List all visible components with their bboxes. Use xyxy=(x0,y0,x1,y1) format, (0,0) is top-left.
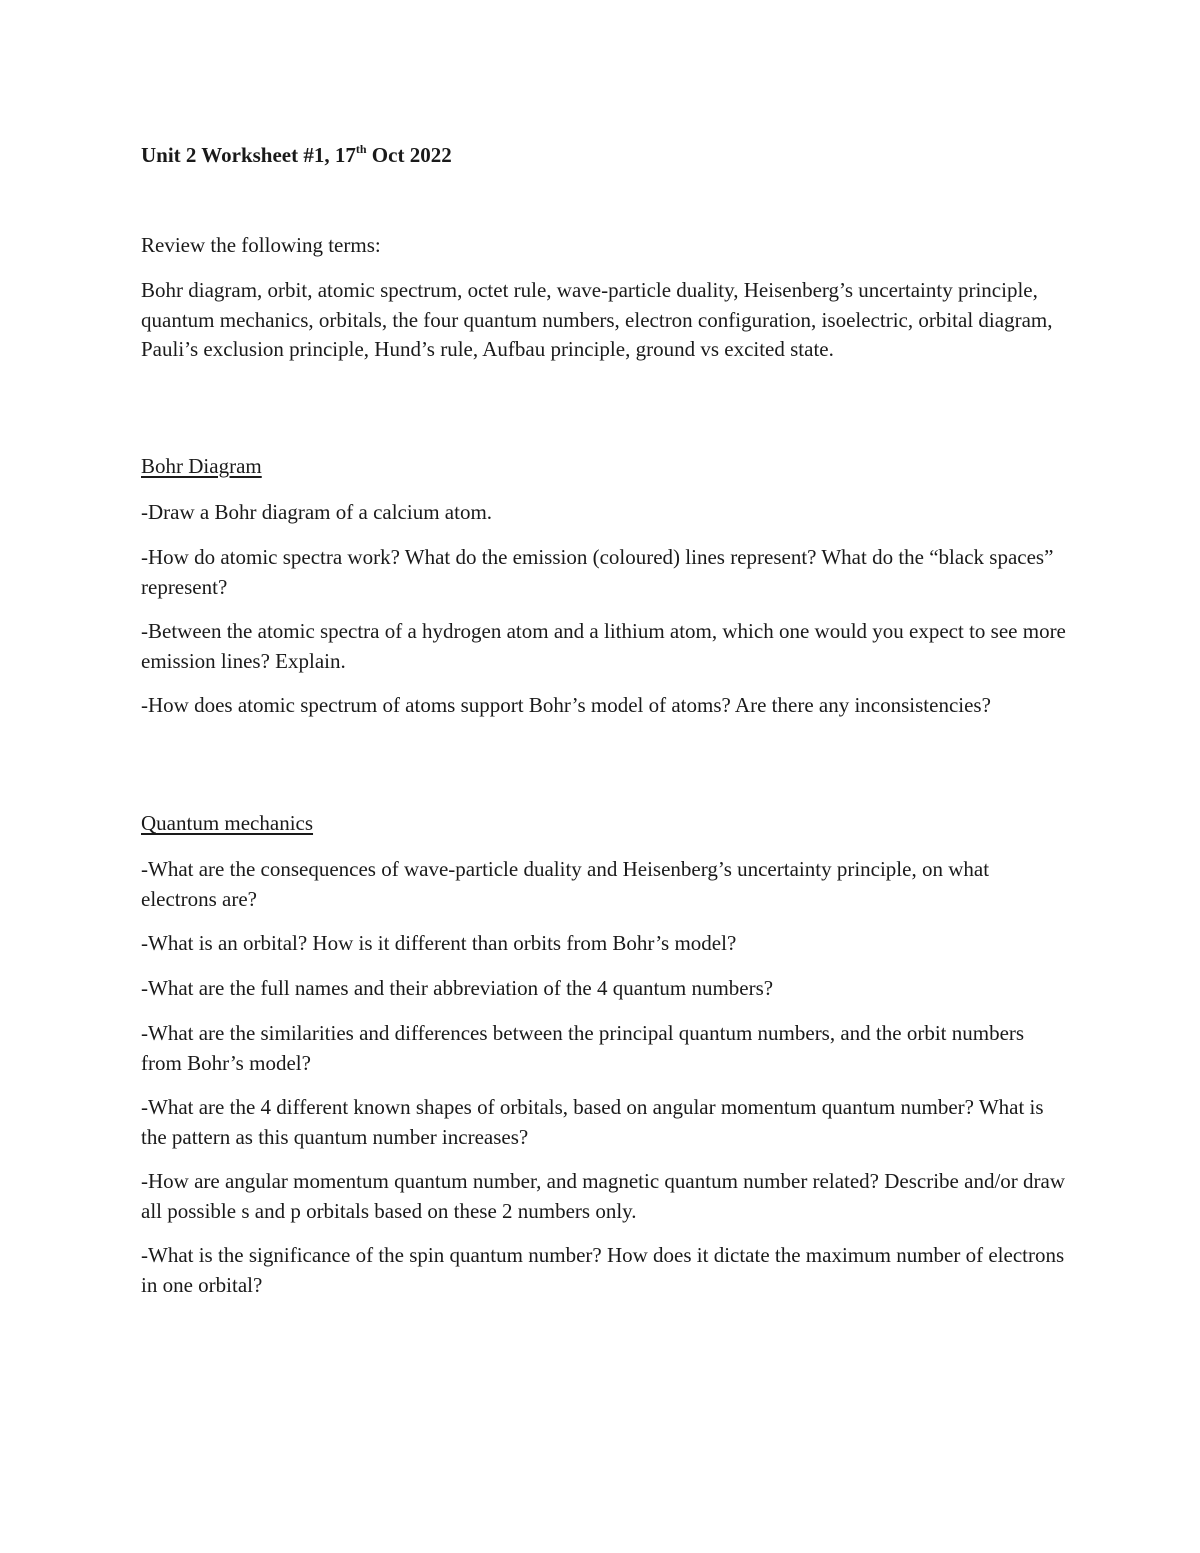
question-item: -What are the full names and their abbreviation of the 4 quantum numbers? xyxy=(141,976,774,1000)
question-item: -What is the significance of the spin quantum number? How does it dictate the maximum number of electrons in one orbital? xyxy=(141,1243,1065,1297)
section-heading-bohr-diagram: Bohr Diagram xyxy=(141,454,262,478)
question-item: -What are the 4 different known shapes of orbitals, based on angular momentum quantum number? What is the pattern as this quantum number increases? xyxy=(141,1095,1044,1149)
title-superscript: th xyxy=(355,142,367,156)
question-item: -Between the atomic spectra of a hydrogen atom and a lithium atom, which one would you expect to see more emission lines? Explain. xyxy=(141,619,1066,673)
question-item: -Draw a Bohr diagram of a calcium atom. xyxy=(141,500,493,524)
question-item: -What are the consequences of wave-particle duality and Heisenberg’s uncertainty principle, on what electrons are? xyxy=(141,857,990,911)
section-heading-quantum-mechanics: Quantum mechanics xyxy=(141,811,314,835)
title-main: Unit 2 Worksheet #1, 17 xyxy=(141,143,356,167)
question-item: -What is an orbital? How is it different than orbits from Bohr’s model? xyxy=(141,931,737,955)
review-terms: Bohr diagram, orbit, atomic spectrum, octet rule, wave-particle duality, Heisenberg’s uncertainty principle, quantum mechanics, orbitals, the four quantum numbers, electron configuration, isoelectric, orbital diagram, Pauli’s exclusion principle, Hund’s rule, Aufbau principle, ground vs excited state. xyxy=(141,278,1053,361)
question-item: -How do atomic spectra work? What do the emission (coloured) lines represent? What do the “black spaces” represent? xyxy=(141,545,1054,599)
question-item: -What are the similarities and differences between the principal quantum numbers, and the orbit numbers from Bohr’s model? xyxy=(141,1021,1025,1075)
review-intro: Review the following terms: xyxy=(141,233,381,257)
question-item: -How are angular momentum quantum number, and magnetic quantum number related? Describe and/or draw all possible s and p orbitals based on these 2 numbers only. xyxy=(141,1169,1066,1223)
title-date-rest: Oct 2022 xyxy=(366,143,452,167)
worksheet-title xyxy=(141,142,452,168)
question-item: -How does atomic spectrum of atoms support Bohr’s model of atoms? Are there any inconsistencies? xyxy=(141,693,991,717)
